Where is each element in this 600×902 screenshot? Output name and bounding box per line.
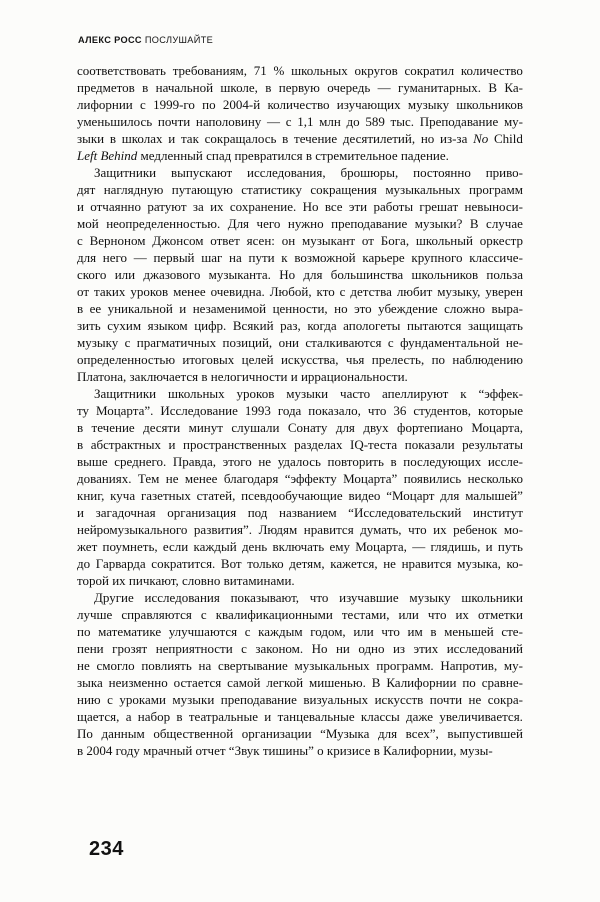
text-line: жет поумнеть, если каждый день включать ему Моцарта, — глядишь, и путь xyxy=(77,539,523,554)
text-line: с Верноном Джонсом ответ ясен: он музыкант от Бога, школьный оркестр xyxy=(77,233,523,248)
text-line: зыки в школах и так сокращалось в течение десятилетий, но из-за No Child xyxy=(77,131,523,146)
text-line: и загадочная организация под названием “Исследовательский институт xyxy=(77,505,523,520)
text-line: в течение десяти минут слушали Сонату для двух фортепиано Моцарта, xyxy=(77,420,523,435)
paragraph xyxy=(77,589,523,759)
text-line: Платона, заключается в нелогичности и иррациональности. xyxy=(77,369,408,384)
paragraph xyxy=(77,385,523,589)
text-line: зыка неизменно остается самой легкой мишенью. В Калифорнии по сравне- xyxy=(77,675,523,690)
text-line: определенностью итоговых целей искусства, чья прелесть, по наблюдению xyxy=(77,352,523,367)
text-line: пени грозят неприятности с законом. Но ни одно из этих исследований xyxy=(77,641,523,656)
text-line: по математике улучшаются с каждым годом, или что им в меньшей сте- xyxy=(77,624,523,639)
text-line: щается, а набор в театральные и танцевальные классы даже увеличивается. xyxy=(77,709,523,724)
text-line: дят наглядную путающую статистику сокращения музыкальных программ xyxy=(77,182,523,197)
text-line: в ее уникальной и незаменимой ценности, но это убеждение сложно выра- xyxy=(77,301,523,316)
running-head xyxy=(78,35,213,45)
text-line: лучше справляются с квалификационными тестами, или что их отметки xyxy=(77,607,523,622)
running-head-title: ПОСЛУШАЙТЕ xyxy=(144,35,214,45)
text-line: не смогло повлиять на свертывание музыкальных программ. Напротив, му- xyxy=(77,658,523,673)
page-number: 234 xyxy=(89,838,124,860)
text-line: Защитники школьных уроков музыки часто апеллируют к “эффек- xyxy=(94,386,523,401)
text-line: Защитники выпускают исследования, брошюры, постоянно приво- xyxy=(94,165,523,180)
text-line: до Гарварда сократится. Вот только детям, кажется, не нравится музыка, ко- xyxy=(77,556,523,571)
text-line: ту Моцарта”. Исследование 1993 года показало, что 36 студентов, которые xyxy=(77,403,523,418)
body-text-block xyxy=(77,62,523,759)
text-line: ского или джазового музыканта. Но для большинства школьников польза xyxy=(77,267,523,282)
text-line: и отчаянно ратуют за их сохранение. Но все эти работы грешат невыноси- xyxy=(77,199,523,214)
text-line: книг, куча газетных статей, псевдообучающие видео “Моцарт для малышей” xyxy=(77,488,523,503)
text-line: в 2004 году мрачный отчет “Звук тишины” о кризисе в Калифорнии, музы- xyxy=(77,743,493,758)
text-line: предметов в начальной школе, в первую очередь — гуманитарных. В Ка- xyxy=(77,80,523,95)
text-line: музыку с прагматичных позиций, они сталкиваются с фундаментальной не- xyxy=(77,335,523,350)
text-line: выше среднего. Правда, этого не удалось повторить в последующих иссле- xyxy=(77,454,523,469)
text-line: По данным общественной организации “Музыка для всех”, выпустившей xyxy=(77,726,523,741)
text-line: от таких уроков менее очевидна. Любой, кто с детства любит музыку, уверен xyxy=(77,284,523,299)
text-line: зить сухим языком цифр. Всякий раз, когда апологеты пытаются защищать xyxy=(77,318,523,333)
text-line: нейромузыкального развития”. Людям нравится думать, что их ребенок мо- xyxy=(77,522,523,537)
text-line: уменьшилось почти наполовину — с 1,1 млн до 589 тыс. Преподавание му- xyxy=(77,114,523,129)
paragraph xyxy=(77,62,523,164)
text-line: мой неопределенностью. Для чего нужно преподавание музыки? В случае xyxy=(77,216,523,231)
text-line: для него — первый шаг на пути к возможной карьере крупного классиче- xyxy=(77,250,523,265)
text-line: нию с уроками музыки преподавание визуальных искусств почти не сокра- xyxy=(77,692,523,707)
paragraph xyxy=(77,164,523,385)
text-line: дованиях. Тем не менее благодаря “эффекту Моцарта” появились несколько xyxy=(77,471,523,486)
text-line: в абстрактных и пространственных разделах IQ-теста показали результаты xyxy=(77,437,523,452)
text-line: Left Behind медленный спад превратился в стремительное падение. xyxy=(77,148,449,163)
text-line: соответствовать требованиям, 71 % школьных округов сократил количество xyxy=(77,63,523,78)
text-line: лифорнии с 1999-го по 2004-й количество изучающих музыку школьников xyxy=(77,97,523,112)
text-line: торой их пичкают, словно витаминами. xyxy=(77,573,295,588)
running-head-author: АЛЕКС РОСС xyxy=(78,35,142,45)
text-line: Другие исследования показывают, что изучавшие музыку школьники xyxy=(94,590,523,605)
